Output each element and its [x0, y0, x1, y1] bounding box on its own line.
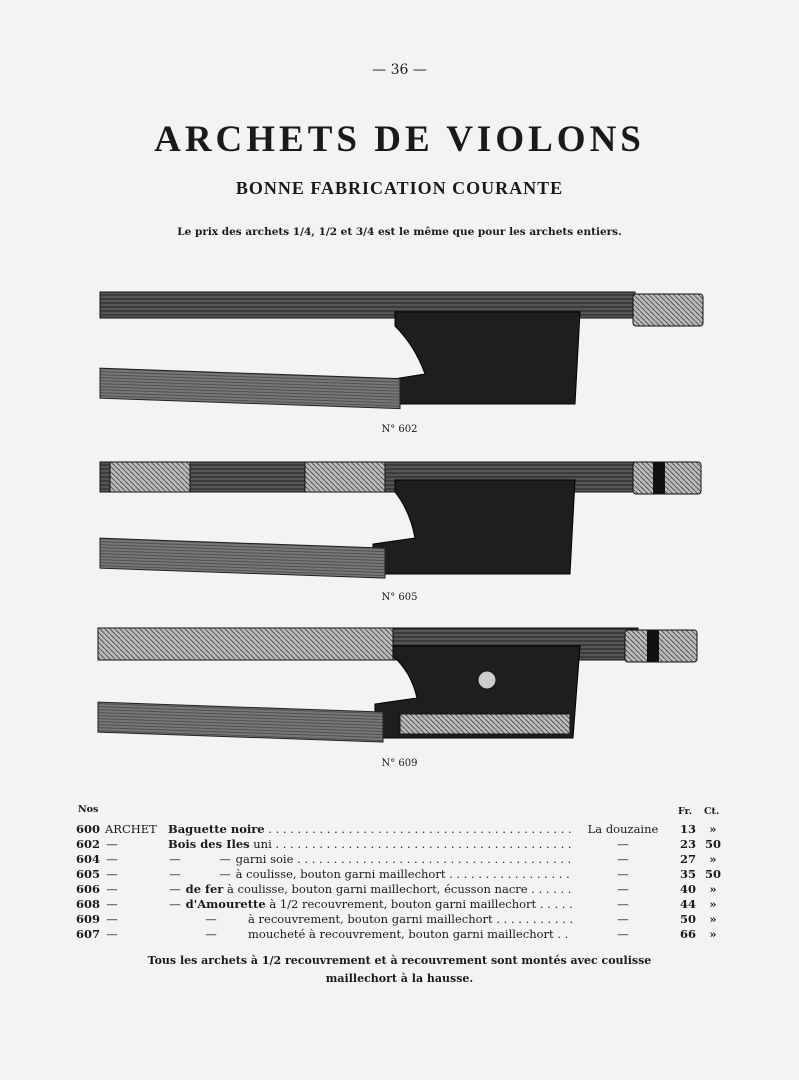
- page-subtitle: BONNE FABRICATION COURANTE: [235, 178, 564, 198]
- table-row: [72, 912, 732, 927]
- header-francs: Fr.: [678, 806, 693, 817]
- item-price-centimes: »: [709, 912, 717, 926]
- table-row: [72, 882, 732, 897]
- item-number: 609: [75, 912, 100, 926]
- item-number: 606: [75, 882, 100, 896]
- item-price-centimes: »: [709, 927, 717, 941]
- item-unit: —: [617, 852, 629, 866]
- item-type: —: [106, 897, 118, 911]
- item-price-francs: 35: [679, 867, 696, 881]
- item-unit: La douzaine: [587, 822, 659, 836]
- item-unit: —: [617, 912, 629, 926]
- item-price-centimes: »: [709, 852, 717, 866]
- item-unit: —: [617, 837, 629, 851]
- item-description: Baguette noire . . .: [168, 822, 573, 836]
- header-centimes: Ct.: [704, 806, 720, 817]
- item-description: — — à coulisse, bouton garni maillechort . . .: [168, 867, 573, 881]
- item-price-francs: 27: [679, 852, 696, 866]
- item-type: —: [106, 882, 118, 896]
- item-description: Bois des Iles uni . . .: [168, 837, 573, 851]
- item-description: — moucheté à recouvrement, bouton garni maillechort . . .: [168, 927, 573, 941]
- bow-illustration-602: [95, 286, 710, 410]
- item-number: 608: [75, 897, 100, 911]
- item-number: 600: [75, 822, 100, 836]
- item-unit: —: [617, 867, 629, 881]
- table-row: [72, 867, 732, 882]
- item-unit: —: [617, 882, 629, 896]
- bow-illustration-605: [95, 456, 710, 580]
- page-number: — 36 —: [372, 62, 427, 78]
- page-title: ARCHETS DE VIOLONS: [154, 119, 645, 160]
- item-number: 607: [75, 927, 100, 941]
- item-price-francs: 40: [679, 882, 696, 896]
- figure-caption-605: N° 605: [381, 592, 418, 603]
- item-type: —: [106, 867, 118, 881]
- price-note: Le prix des archets 1/4, 1/2 et 3/4 est le même que pour les archets entiers.: [177, 226, 622, 238]
- item-type: —: [106, 852, 118, 866]
- price-table: [72, 804, 732, 944]
- footer-line-1: Tous les archets à 1/2 recouvrement et à recouvrement sont montés avec coulisse: [147, 954, 652, 967]
- table-row: [72, 822, 732, 837]
- item-type: —: [106, 927, 118, 941]
- figure-caption-609: N° 609: [381, 758, 418, 769]
- item-price-centimes: »: [709, 897, 717, 911]
- item-price-francs: 23: [679, 837, 696, 851]
- item-number: 605: [75, 867, 100, 881]
- figure-caption-602: N° 602: [381, 424, 418, 435]
- item-type: —: [106, 912, 118, 926]
- item-description: — à recouvrement, bouton garni maillechort . . .: [168, 912, 573, 926]
- item-price-centimes: 50: [704, 867, 721, 881]
- item-unit: —: [617, 897, 629, 911]
- item-unit: —: [617, 927, 629, 941]
- item-description: — de fer à coulisse, bouton garni maillechort, écusson nacre . . .: [168, 882, 573, 896]
- footer-line-2: maillechort à la hausse.: [325, 972, 474, 985]
- bow-illustration-609: [95, 624, 710, 748]
- item-type: —: [106, 837, 118, 851]
- item-number: 602: [75, 837, 100, 851]
- table-row: [72, 897, 732, 912]
- item-type: ARCHET: [105, 822, 157, 836]
- item-price-centimes: »: [709, 822, 717, 836]
- table-row: [72, 927, 732, 942]
- item-description: — d'Amourette à 1/2 recouvrement, bouton garni maillechort . . .: [168, 897, 573, 911]
- item-price-francs: 13: [679, 822, 696, 836]
- table-row: [72, 852, 732, 867]
- item-number: 604: [75, 852, 100, 866]
- footer-note: [0, 952, 799, 988]
- item-price-francs: 44: [679, 897, 696, 911]
- item-price-centimes: »: [709, 882, 717, 896]
- item-price-francs: 50: [679, 912, 696, 926]
- item-description: — — garni soie . . .: [168, 852, 573, 866]
- table-row: [72, 837, 732, 852]
- header-number: Nos: [78, 804, 99, 815]
- item-price-francs: 66: [679, 927, 696, 941]
- item-price-centimes: 50: [704, 837, 721, 851]
